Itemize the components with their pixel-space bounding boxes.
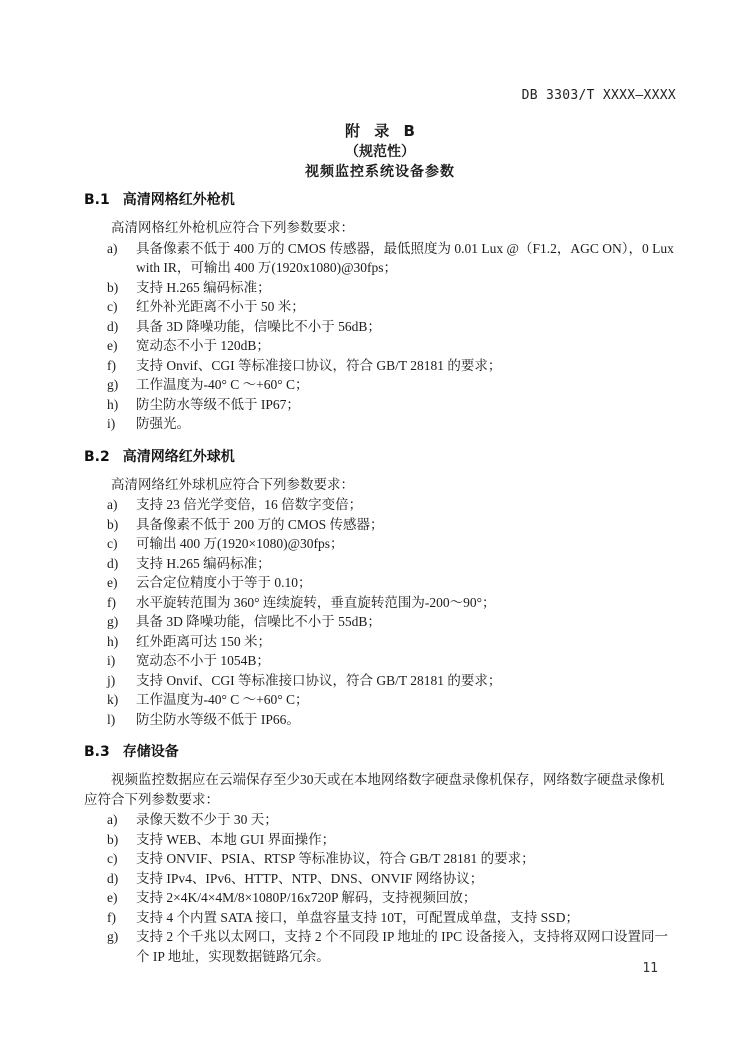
section-title: 存储设备 <box>122 744 179 760</box>
list-item <box>84 534 676 554</box>
title-block <box>84 120 676 182</box>
item-letter: e) <box>107 890 118 905</box>
item-letter: b) <box>107 516 119 532</box>
list-item <box>84 573 676 593</box>
item-letter: c) <box>107 851 118 866</box>
list-item <box>84 593 676 613</box>
appendix-title: 附 录 B <box>345 122 415 140</box>
item-text: 红外补光距离不小于 50 米； <box>136 299 305 314</box>
item-letter: b) <box>107 831 119 847</box>
item-text: 具备像素不低于 400 万的 CMOS 传感器，最低照度为 0.01 Lux @（F1.2，AGC ON），0 Lux with IR，可输出 400 万(1920x1080)@30fps； <box>136 240 674 275</box>
section-number: B.3 <box>84 744 110 760</box>
list-item <box>84 414 676 434</box>
list-item <box>84 554 676 574</box>
page-content <box>84 88 676 966</box>
section-title: 高清网格红外枪机 <box>122 192 235 208</box>
list-item <box>84 651 676 671</box>
list-item <box>84 869 676 889</box>
section-b2 <box>84 448 676 730</box>
item-letter: f) <box>107 357 116 373</box>
list-item <box>84 239 676 278</box>
list-item <box>84 632 676 652</box>
list-item <box>84 671 676 691</box>
item-letter: f) <box>107 594 116 610</box>
item-text: 宽动态不小于 1054B； <box>136 653 270 668</box>
list-item <box>84 495 676 515</box>
list-item <box>84 297 676 317</box>
item-text: 红外距离可达 150 米； <box>136 633 271 649</box>
item-letter: d) <box>107 318 119 334</box>
item-letter: a) <box>107 240 118 256</box>
requirement-list <box>84 239 676 434</box>
item-text: 支持 H.265 编码标准； <box>136 555 271 571</box>
item-text: 宽动态不小于 120dB； <box>136 338 270 353</box>
section-b3 <box>84 743 676 966</box>
item-text: 支持 WEB、本地 GUI 界面操作； <box>136 831 336 847</box>
item-text: 支持 2×4K/4×4M/8×1080P/16x720P 解码，支持视频回放； <box>136 890 477 905</box>
item-text: 支持 Onvif、CGI 等标准接口协议，符合 GB/T 28181 的要求； <box>136 357 502 373</box>
normative-label: （规范性） <box>345 144 415 160</box>
list-item <box>84 356 676 376</box>
item-letter: l) <box>107 711 116 727</box>
requirement-list <box>84 810 676 966</box>
item-letter: g) <box>107 929 119 944</box>
section-intro: 视频监控数据应在云端保存至少30天或在本地网络数字硬盘录像机保存，网络数字硬盘录像机应符合下列参数要求： <box>84 772 665 807</box>
page-number: 11 <box>642 961 658 976</box>
item-letter: c) <box>107 299 118 314</box>
item-letter: e) <box>107 575 118 590</box>
item-letter: i) <box>107 416 116 431</box>
item-text: 可输出 400 万(1920×1080)@30fps； <box>136 536 344 551</box>
item-letter: i) <box>107 653 116 668</box>
item-letter: g) <box>107 614 119 629</box>
item-text: 云合定位精度小于等于 0.10； <box>136 575 312 590</box>
requirement-list <box>84 495 676 729</box>
list-item <box>84 395 676 415</box>
section-number: B.2 <box>84 448 110 465</box>
item-letter: h) <box>107 633 119 649</box>
section-heading <box>84 448 676 466</box>
list-item <box>84 612 676 632</box>
item-text: 水平旋转范围为 360° 连续旋转，垂直旋转范围为-200～90°； <box>136 594 496 610</box>
item-letter: c) <box>107 536 118 551</box>
item-text: 支持 Onvif、CGI 等标准接口协议，符合 GB/T 28181 的要求； <box>136 672 502 688</box>
item-text: 工作温度为-40° C ～+60° C； <box>136 692 309 707</box>
item-letter: k) <box>107 692 119 707</box>
list-item <box>84 690 676 710</box>
item-letter: e) <box>107 338 118 353</box>
list-item <box>84 278 676 298</box>
item-letter: a) <box>107 497 118 512</box>
list-item <box>84 336 676 356</box>
item-text: 支持 2 个千兆以太网口，支持 2 个不同段 IP 地址的 IPC 设备接入，支持将双网口设置同一个 IP 地址，实现数据链路冗余。 <box>136 929 669 964</box>
item-text: 防强光。 <box>136 416 190 431</box>
item-letter: b) <box>107 279 119 295</box>
list-item <box>84 317 676 337</box>
item-text: 具备像素不低于 200 万的 CMOS 传感器； <box>136 516 384 532</box>
item-letter: a) <box>107 812 118 827</box>
list-item <box>84 710 676 730</box>
section-title: 高清网络红外球机 <box>122 448 235 465</box>
item-text: 录像天数不少于 30 天； <box>136 812 278 827</box>
item-text: 工作温度为-40° C ～+60° C； <box>136 377 309 392</box>
list-item <box>84 375 676 395</box>
list-item <box>84 830 676 850</box>
item-letter: d) <box>107 555 119 571</box>
list-item <box>84 908 676 928</box>
section-number: B.1 <box>84 192 110 208</box>
item-letter: h) <box>107 396 119 412</box>
section-intro: 高清网格红外枪机应符合下列参数要求： <box>111 220 354 235</box>
list-item <box>84 849 676 869</box>
item-text: 防尘防水等级不低于 IP66。 <box>136 711 300 727</box>
section-heading <box>84 191 676 209</box>
list-item <box>84 810 676 830</box>
item-text: 支持 4 个内置 SATA 接口，单盘容量支持 10T，可配置成单盘，支持 SSD； <box>136 909 579 925</box>
item-text: 具备 3D 降噪功能，信噪比不小于 55dB； <box>136 614 381 629</box>
item-letter: j) <box>107 672 116 688</box>
item-text: 具备 3D 降噪功能，信噪比不小于 56dB； <box>136 318 381 334</box>
list-item <box>84 888 676 908</box>
item-text: 支持 23 倍光学变倍，16 倍数字变倍； <box>136 497 363 512</box>
item-letter: f) <box>107 909 116 925</box>
list-item <box>84 515 676 535</box>
item-text: 支持 H.265 编码标准； <box>136 279 271 295</box>
page-title: 视频监控系统设备参数 <box>305 164 455 180</box>
item-text: 支持 IPv4、IPv6、HTTP、NTP、DNS、ONVIF 网络协议； <box>136 870 484 886</box>
item-letter: d) <box>107 870 119 886</box>
item-text: 防尘防水等级不低于 IP67； <box>136 396 300 412</box>
doc-number: DB 3303/T XXXX—XXXX <box>521 88 676 103</box>
section-heading <box>84 743 676 761</box>
item-letter: g) <box>107 377 119 392</box>
item-text: 支持 ONVIF、PSIA、RTSP 等标准协议，符合 GB/T 28181 的要求； <box>136 851 535 866</box>
section-intro: 高清网络红外球机应符合下列参数要求： <box>111 476 354 492</box>
section-b1 <box>84 191 676 434</box>
